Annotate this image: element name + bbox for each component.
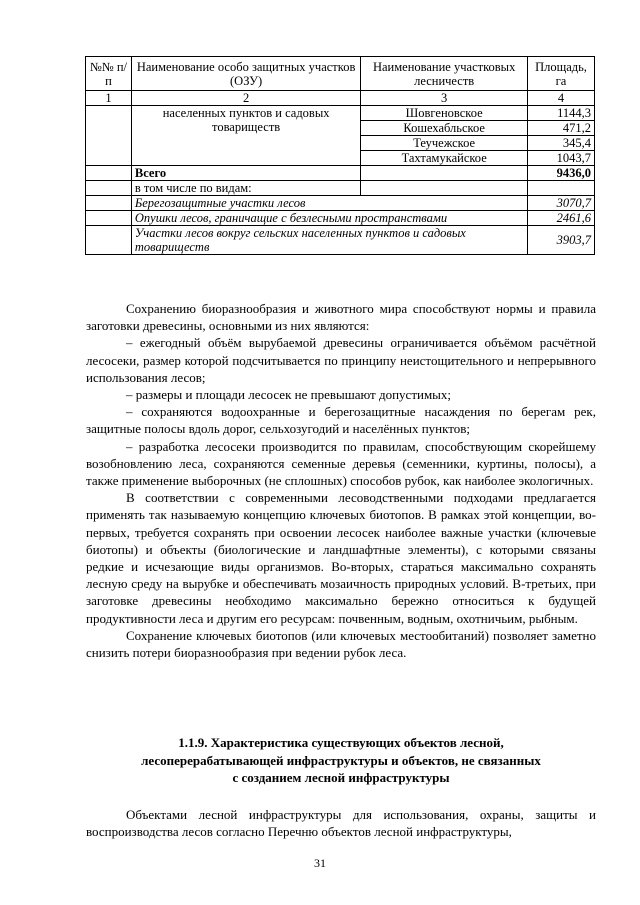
heading-line: с созданием лесной инфраструктуры — [232, 770, 450, 785]
forestry-name: Шовгеновское — [361, 106, 528, 121]
forestry-name: Теучежское — [361, 136, 528, 151]
table-row — [86, 181, 595, 196]
empty-cell — [528, 181, 595, 196]
final-text — [86, 806, 596, 840]
ozu-category-continued: населенных пунктов и садовых товариществ — [131, 106, 360, 166]
type-area: 3070,7 — [528, 196, 595, 211]
page-number: 31 — [314, 856, 326, 870]
heading-line: лесоперерабатывающей инфраструктуры и объектов, не связанных — [141, 752, 541, 768]
body-text — [86, 300, 596, 661]
paragraph: В соответствии с современными лесоводственными подходами предлагается применять так называемую концепцию ключевых биотопов. В рамках этой концепции, во-первых, требуется сохранять при освоении лесосек наиболее важные участки (ключевые биотопы) и объекты (биологические и ландшафтные элементы), с которыми связаны редкие и исчезающие виды организмов. Во-вторых, стараться максимально сохранять лесную среду на вырубке и обеспечивать мозаичность природных условий. В-третьих, при заготовке древесины необходимо максимально бережно относиться к будущей продуктивности леса и другим его ресурсам: почвенным, водным, охотничьим, рыбным. — [86, 490, 596, 626]
forestry-name: Кошехабльское — [361, 121, 528, 136]
column-number: 2 — [131, 91, 360, 106]
header-forestry-name: Наименование участковых лесничеств — [361, 57, 528, 91]
empty-cell — [86, 106, 132, 166]
list-item: – сохраняются водоохранные и берегозащитные насаждения по берегам рек, защитные полосы вдоль дорог, сельхозугодий и населённых пунктов; — [86, 404, 596, 437]
total-label: Всего — [131, 166, 360, 181]
empty-cell — [86, 166, 132, 181]
paragraph: Сохранению биоразнообразия и животного мира способствуют нормы и правила заготовки древесины, основными из них являются: — [86, 301, 596, 334]
forestry-area: 345,4 — [528, 136, 595, 151]
empty-cell — [86, 211, 132, 226]
forestry-name: Тахтамукайское — [361, 151, 528, 166]
header-area: Площадь, га — [528, 57, 595, 91]
list-item: – размеры и площади лесосек не превышают допустимых; — [126, 387, 452, 403]
table-row — [86, 211, 595, 226]
type-name: Берегозащитные участки лесов — [131, 196, 527, 211]
table-row — [86, 106, 595, 121]
paragraph: Объектами лесной инфраструктуры для использования, охраны, защиты и воспроизводства лесов согласно Перечню объектов лесной инфраструктуры, — [86, 807, 596, 840]
type-name: Опушки лесов, граничащие с безлесными пространствами — [131, 211, 527, 226]
empty-cell — [86, 226, 132, 255]
ozu-table — [85, 56, 595, 255]
table-row — [86, 196, 595, 211]
header-number: №№ п/п — [86, 57, 132, 91]
section-heading — [86, 734, 596, 787]
table-total-row — [86, 166, 595, 181]
paragraph: Сохранение ключевых биотопов (или ключевых местообитаний) позволяет заметно снизить потери биоразнообразия при ведении рубок леса. — [86, 627, 596, 661]
total-value: 9436,0 — [528, 166, 595, 181]
list-item: – разработка лесосеки производится по правилам, способствующим скорейшему возобновлению леса, сохраняются семенные деревья (семенники, куртины, полосы), а также применение выборочных (не сплошных) способов рубок, как наиболее экологичных. — [86, 438, 596, 489]
empty-cell — [361, 181, 528, 196]
type-name: Участки лесов вокруг сельских населенных пунктов и садовых товариществ — [131, 226, 527, 255]
forestry-area: 1144,3 — [528, 106, 595, 121]
empty-cell — [361, 166, 528, 181]
type-area: 2461,6 — [528, 211, 595, 226]
by-type-label: в том числе по видам: — [131, 181, 360, 196]
empty-cell — [86, 181, 132, 196]
list-item: – ежегодный объём вырубаемой древесины ограничивается объёмом расчётной лесосеки, размер которой подсчитывается по принципу неистощительного и непрерывного использования лесов; — [86, 335, 596, 385]
table-column-numbers-row — [86, 91, 595, 106]
empty-cell — [86, 196, 132, 211]
forestry-area: 471,2 — [528, 121, 595, 136]
column-number: 1 — [86, 91, 132, 106]
table-header-row — [86, 57, 595, 91]
column-number: 3 — [361, 91, 528, 106]
column-number: 4 — [528, 91, 595, 106]
heading-line: 1.1.9. Характеристика существующих объектов лесной, — [178, 735, 504, 750]
forestry-area: 1043,7 — [528, 151, 595, 166]
table-row — [86, 226, 595, 255]
type-area: 3903,7 — [528, 226, 595, 255]
header-ozu-name: Наименование особо защитных участков (ОЗУ) — [131, 57, 360, 91]
